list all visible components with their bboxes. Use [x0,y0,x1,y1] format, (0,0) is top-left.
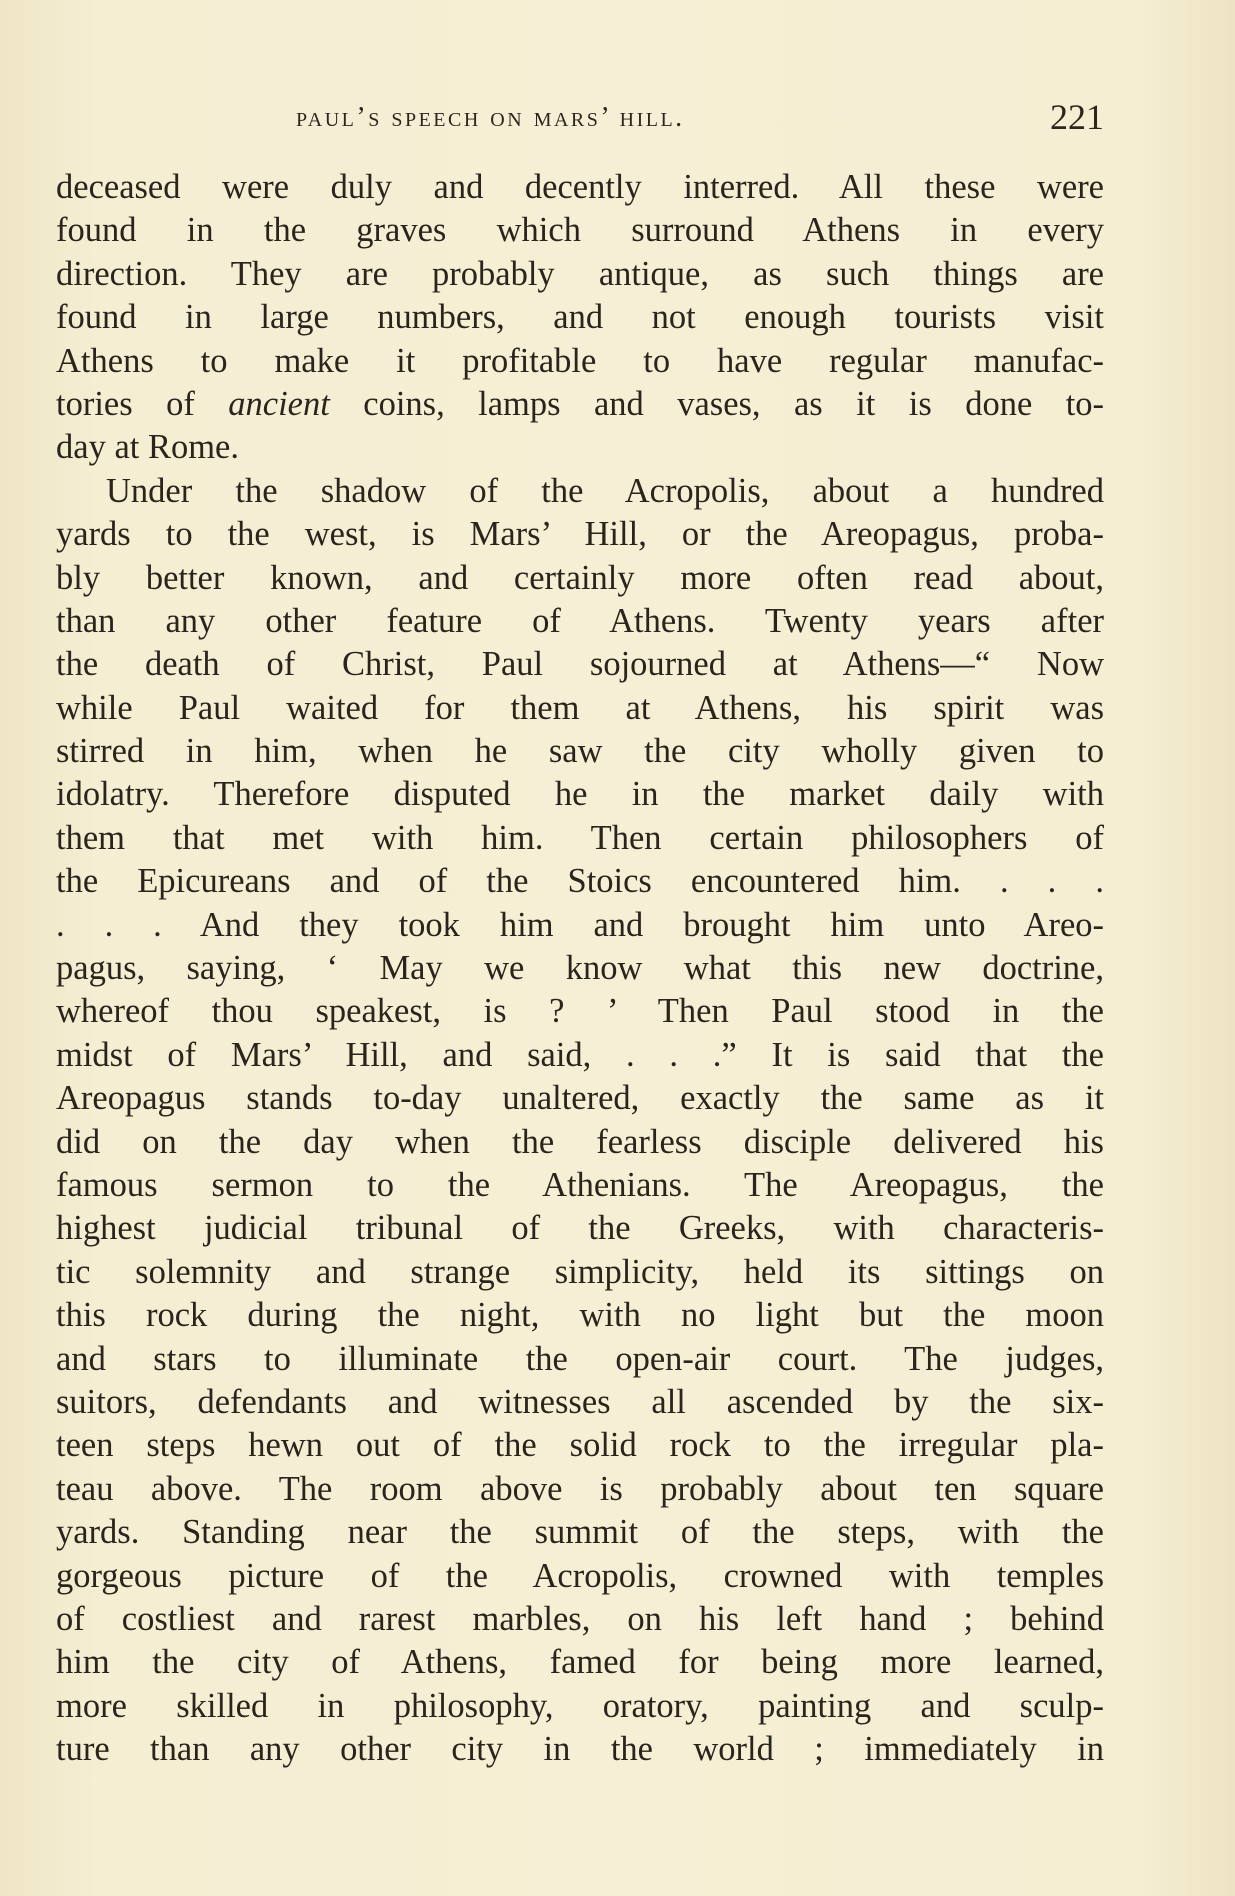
text-line: them that met with him. Then certain philosophers of [56,818,1104,857]
text-line: found in large numbers, and not enough tourists visit [56,298,1104,337]
text-line: than any other feature of Athens. Twenty years after [56,601,1104,640]
text-line: Areopagus stands to-day unaltered, exactly the same as it [56,1079,1104,1118]
text-fragment: coins, lamps and vases, as it is done to- [363,384,1105,423]
text-line: suitors, defendants and witnesses all ascended by the six- [56,1382,1104,1421]
text-fragment: tories of [56,384,195,423]
text-line [56,383,1104,426]
text-line: of costliest and rarest marbles, on his left hand ; behind [56,1599,1104,1638]
text-line: more skilled in philosophy, oratory, painting and sculp- [56,1686,1104,1725]
text-line: the death of Christ, Paul sojourned at Athens—“ Now [56,645,1104,684]
text-line: stirred in him, when he saw the city wholly given to [56,732,1104,771]
text-line: him the city of Athens, famed for being more learned, [56,1643,1104,1682]
text-line: midst of Mars’ Hill, and said, . . .” It is said that the [56,1035,1104,1074]
text-line: deceased were duly and decently interred. All these were [56,168,1104,206]
page-number: 221 [1050,97,1104,137]
text-line: whereof thou speakest, is ? ’ Then Paul stood in the [56,992,1104,1031]
text-line: yards. Standing near the summit of the steps, with the [56,1513,1104,1552]
text-line: and stars to illuminate the open-air court. The judges, [56,1339,1104,1378]
text-line: Athens to make it profitable to have regular manufac- [56,341,1104,380]
text-line: teau above. The room above is probably about ten square [56,1469,1104,1508]
running-title: paul’s speech on mars’ hill. [296,102,685,133]
text-line: famous sermon to the Athenians. The Areopagus, the [56,1165,1104,1204]
italic-word: ancient [228,384,330,423]
text-line: tic solemnity and strange simplicity, held its sittings on [56,1252,1104,1291]
text-line: this rock during the night, with no light but the moon [56,1296,1104,1335]
text-line: while Paul waited for them at Athens, his spirit was [56,688,1104,727]
text-line: idolatry. Therefore disputed he in the market daily with [56,775,1104,814]
text-line: teen steps hewn out of the solid rock to the irregular pla- [56,1426,1104,1465]
paragraph-start-line: Under the shadow of the Acropolis, about a hundred [106,471,1104,510]
text-line: direction. They are probably antique, as such things are [56,254,1104,293]
body-text [56,166,1104,1771]
text-line: found in the graves which surround Athens in every [56,211,1104,250]
text-line: highest judicial tribunal of the Greeks, with characteris- [56,1209,1104,1248]
paragraph-end-line: day at Rome. [56,428,239,467]
text-line: gorgeous picture of the Acropolis, crowned with temples [56,1556,1104,1595]
text-line: yards to the west, is Mars’ Hill, or the Areopagus, proba- [56,515,1104,554]
text-line: . . . And they took him and brought him unto Areo- [56,905,1104,944]
text-line: ture than any other city in the world ; immediately in [56,1730,1104,1769]
text-line: did on the day when the fearless disciple delivered his [56,1122,1104,1161]
running-head [56,96,1104,144]
text-line: bly better known, and certainly more often read about, [56,558,1104,597]
text-line: the Epicureans and of the Stoics encountered him. . . . [56,862,1104,901]
text-line: pagus, saying, ‘ May we know what this new doctrine, [56,949,1104,988]
